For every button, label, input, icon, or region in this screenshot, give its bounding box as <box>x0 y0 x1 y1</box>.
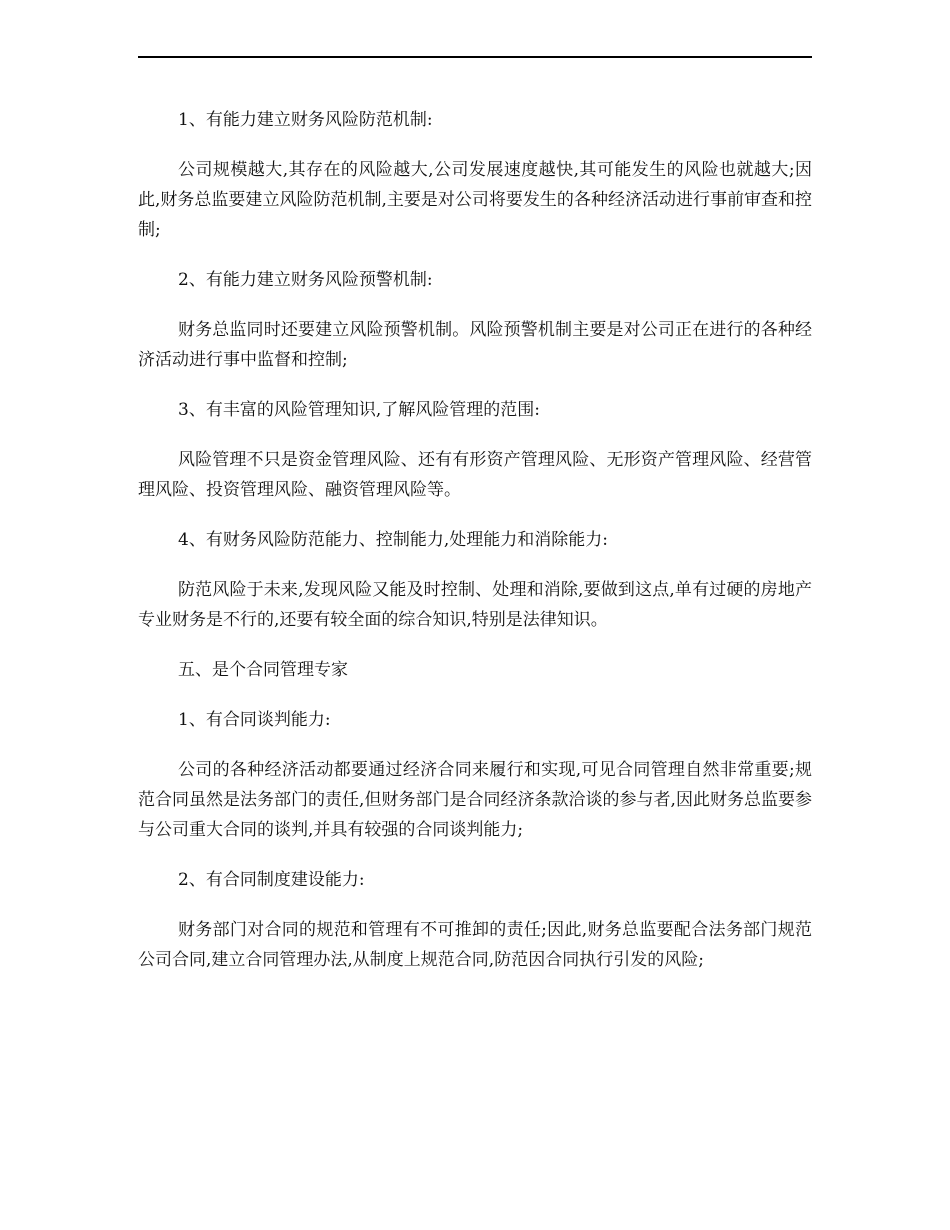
section-heading-risk-prevention: 1、有能力建立财务风险防范机制: <box>178 110 433 130</box>
paragraph-contract-negotiation: 公司的各种经济活动都要通过经济合同来履行和实现,可见合同管理自然非常重要;规范合同虽然是法务部门的责任,但财务部门是合同经济条款洽谈的参与者,因此财务总监要参与公司重大合同的谈判,并具有较强的合同谈判能力; <box>138 760 812 840</box>
paragraph-contract-system: 财务部门对合同的规范和管理有不可推卸的责任;因此,财务总监要配合法务部门规范公司合同,建立合同管理办法,从制度上规范合同,防范因合同执行引发的风险; <box>138 920 812 970</box>
paragraph-risk-knowledge: 风险管理不只是资金管理风险、还有有形资产管理风险、无形资产管理风险、经营管理风险、投资管理风险、融资管理风险等。 <box>138 450 812 500</box>
section-heading-contract-negotiation: 1、有合同谈判能力: <box>178 710 331 730</box>
paragraph-risk-warning: 财务总监同时还要建立风险预警机制。风险预警机制主要是对公司正在进行的各种经济活动进行事中监督和控制; <box>138 320 812 370</box>
section-heading-risk-knowledge: 3、有丰富的风险管理知识,了解风险管理的范围: <box>178 400 540 420</box>
document-body <box>138 105 812 995</box>
paragraph-risk-abilities: 防范风险于未来,发现风险又能及时控制、处理和消除,要做到这点,单有过硬的房地产专业财务是不行的,还要有较全面的综合知识,特别是法律知识。 <box>138 580 812 630</box>
section-heading-risk-warning: 2、有能力建立财务风险预警机制: <box>178 270 433 290</box>
section-heading-contract-system: 2、有合同制度建设能力: <box>178 870 365 890</box>
header-rule <box>138 56 812 58</box>
chapter-heading-contract-expert: 五、是个合同管理专家 <box>178 660 348 680</box>
paragraph-risk-prevention: 公司规模越大,其存在的风险越大,公司发展速度越快,其可能发生的风险也就越大;因此,财务总监要建立风险防范机制,主要是对公司将要发生的各种经济活动进行事前审查和控制; <box>138 160 812 240</box>
section-heading-risk-abilities: 4、有财务风险防范能力、控制能力,处理能力和消除能力: <box>178 530 608 550</box>
